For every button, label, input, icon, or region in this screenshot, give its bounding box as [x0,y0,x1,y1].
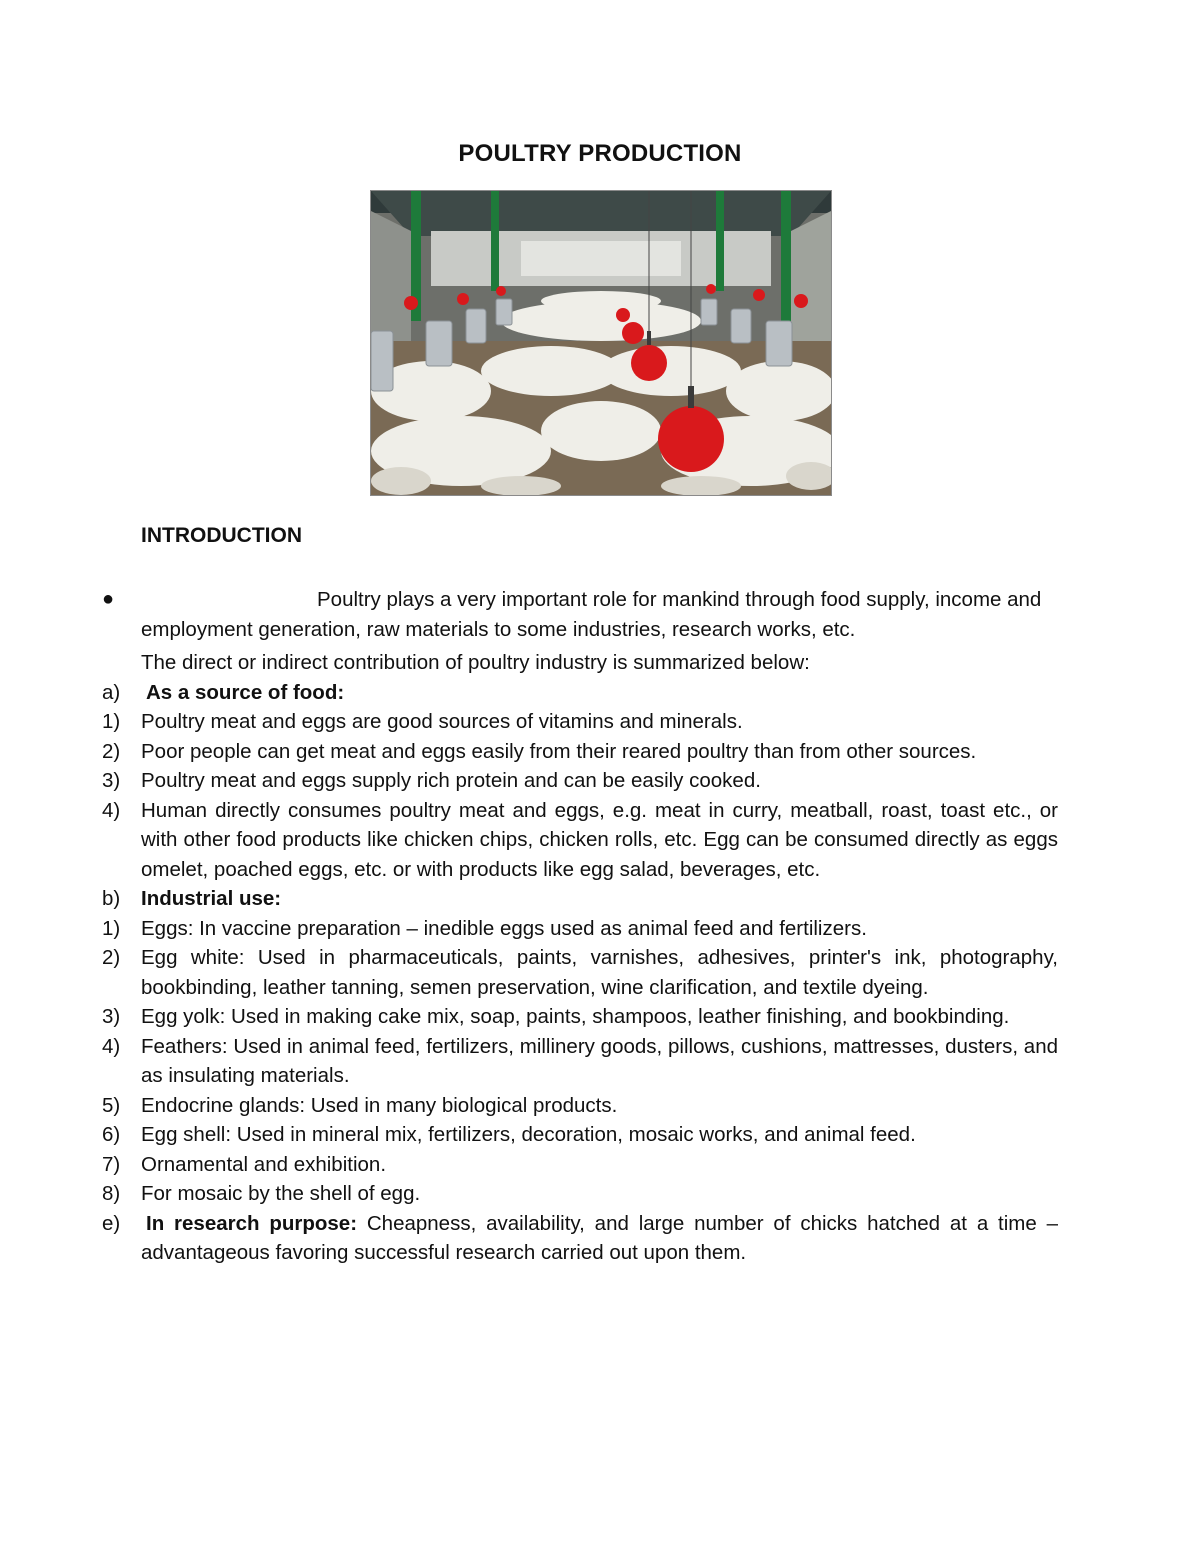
section-e-text: Cheapness, availability, and large number of chicks hatched at a time – advantageous favoring successful research carried out upon them. [141,1211,1058,1264]
list-item [102,766,1058,796]
intro-bullet [102,585,1058,644]
list-marker: 4) [102,1034,121,1058]
list-marker: 1) [102,710,121,733]
list-item [102,737,1058,767]
section-heading-text: As a source of food: [146,680,345,704]
list-marker: 2) [102,739,121,763]
bullet-icon: ● [102,588,115,610]
section-e [102,1209,1058,1268]
list-item-text: Egg white: Used in pharmaceuticals, paints, varnishes, adhesives, printer's ink, photography, bookbinding, leather tanning, semen preservation, wine clarification, and textile dyeing. [141,946,1058,999]
list-item-text: Endocrine glands: Used in many biological products. [141,1093,618,1117]
list-marker: e) [102,1211,121,1235]
list-item-text: Egg shell: Used in mineral mix, fertilizers, decoration, mosaic works, and animal feed. [141,1123,916,1146]
list-item [102,796,1058,885]
list-item [102,1179,1058,1209]
list-marker: 1) [102,916,121,940]
list-item-text: Poor people can get meat and eggs easily from their reared poultry than from other sources. [141,739,977,763]
list-marker: 2) [102,946,121,969]
list-item [102,1120,1058,1150]
list-marker: b) [102,887,121,910]
list-item-text: Feathers: Used in animal feed, fertilizers, millinery goods, pillows, cushions, mattresses, dusters, and as insulating materials. [141,1034,1058,1087]
list-item-text: Human directly consumes poultry meat and eggs, e.g. meat in curry, meatball, roast, toast etc., or with other food products like chicken chips, chicken rolls, etc. Egg can be consumed directly as eggs omelet, poached eggs, etc. or with products like egg salad, beverages, etc. [141,798,1058,881]
list-item-text: Eggs: In vaccine preparation – inedible eggs used as animal feed and fertilizers. [141,916,867,940]
list-item [102,1091,1058,1121]
section-heading-text: In research purpose: [146,1211,358,1235]
list-item [102,1032,1058,1091]
food-list [102,707,1058,884]
list-marker: 6) [102,1123,121,1146]
intro-bullet-text: Poultry plays a very important role for mankind through food supply, income and employment generation, raw materials to some industries, research works, etc. [141,588,1042,641]
list-item-text: Poultry meat and eggs are good sources of vitamins and minerals. [141,710,743,733]
poultry-farm-photo [370,190,832,496]
industrial-list [102,914,1058,1209]
document-body [102,585,1058,1268]
list-marker: 3) [102,769,121,792]
list-item [102,707,1058,737]
section-a-heading [102,678,1058,708]
section-heading-text: Industrial use: [141,887,282,910]
list-item-text: Poultry meat and eggs supply rich protein and can be easily cooked. [141,769,761,792]
list-item-text: Egg yolk: Used in making cake mix, soap, paints, shampoos, leather finishing, and bookbinding. [141,1005,1010,1028]
list-marker: 3) [102,1005,121,1028]
list-item-text: Ornamental and exhibition. [141,1152,387,1176]
list-marker: 8) [102,1182,121,1205]
list-item [102,1002,1058,1032]
list-marker: 5) [102,1093,121,1117]
list-item [102,914,1058,944]
page-title: POULTRY PRODUCTION [458,140,742,167]
section-b-heading [102,884,1058,914]
list-item-text: For mosaic by the shell of egg. [141,1182,421,1205]
list-marker: a) [102,680,121,704]
introduction-heading: INTRODUCTION [141,524,302,547]
list-marker: 7) [102,1152,121,1176]
list-item [102,1150,1058,1180]
list-marker: 4) [102,798,121,822]
intro-summary: The direct or indirect contribution of poultry industry is summarized below: [141,651,810,674]
list-item [102,943,1058,1002]
